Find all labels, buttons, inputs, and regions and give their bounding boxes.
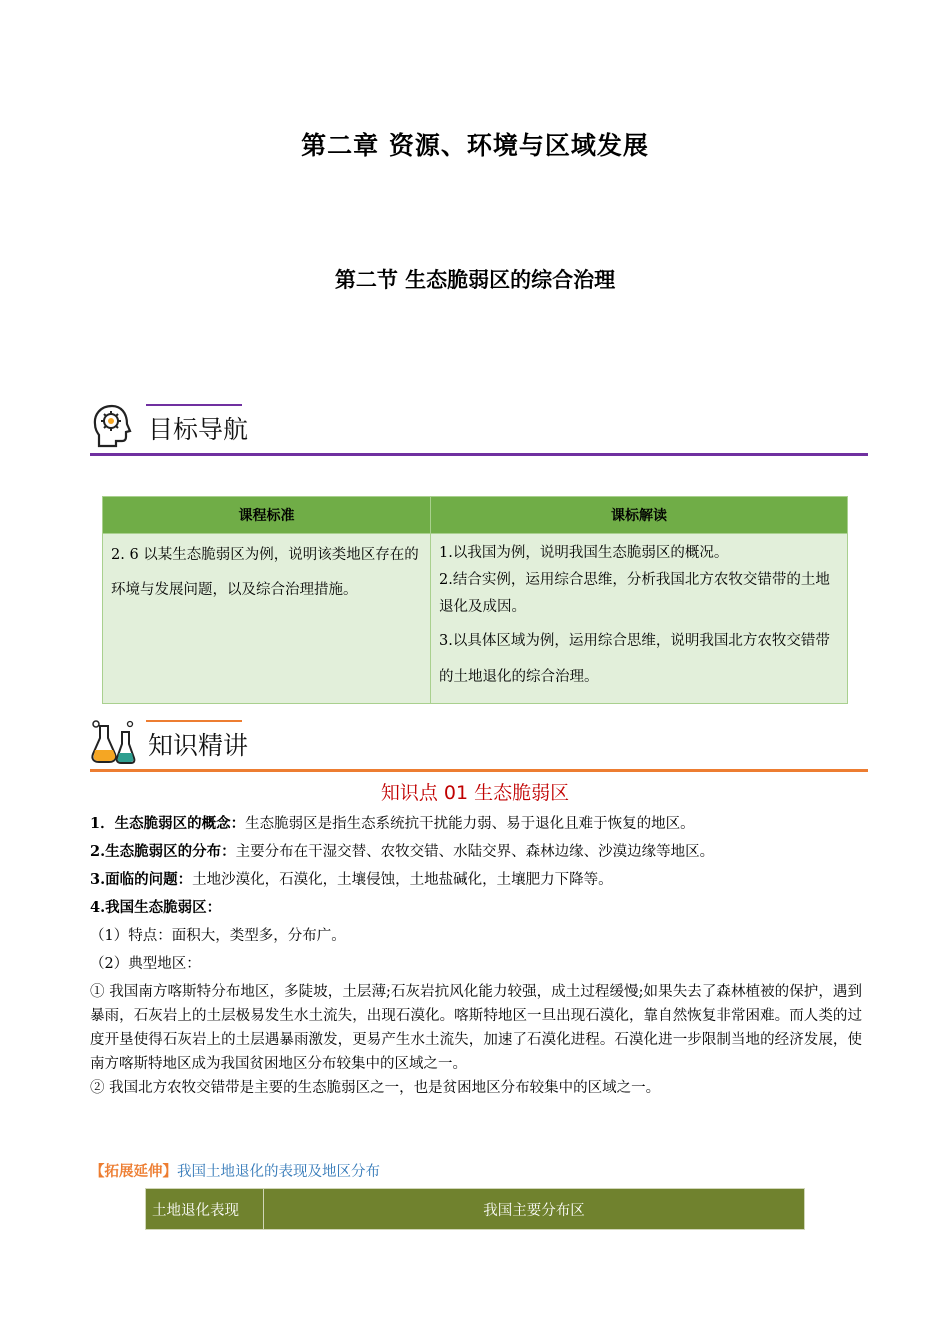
- table-header: 我国主要分布区: [264, 1189, 805, 1230]
- point-label: 4.我国生态脆弱区：: [90, 899, 222, 916]
- extension-title-text: 我国土地退化的表现及地区分布: [177, 1164, 380, 1180]
- knowledge-point-title: 知识点 01 生态脆弱区: [380, 782, 570, 804]
- point-3: [90, 866, 862, 894]
- knowledge-points: [90, 810, 862, 978]
- point-4: [90, 894, 862, 922]
- extension-tag: 【拓展延伸】: [90, 1163, 177, 1180]
- point-label: 1．生态脆弱区的概念：: [90, 815, 246, 832]
- paragraphs: [90, 980, 862, 1100]
- heading-underline: [90, 769, 868, 772]
- list-item: 2.结合实例，运用综合思维，分析我国北方农牧交错带的土地退化及成因。: [439, 572, 830, 615]
- heading-goal-nav-label: 目标导航: [148, 415, 249, 444]
- table-row: [103, 534, 848, 704]
- heading-overline: [146, 720, 242, 722]
- heading-underline: [90, 453, 868, 456]
- standards-table: [102, 496, 848, 704]
- table-header: 课标解读: [431, 497, 848, 534]
- sub-item: （1）特点：面积大，类型多，分布广。: [90, 928, 346, 944]
- heading-goal-nav: [90, 402, 868, 452]
- point-text: 生态脆弱区是指生态系统抗干扰能力弱、易于退化且难于恢复的地区。: [245, 816, 695, 832]
- paragraph: ② 我国北方农牧交错带是主要的生态脆弱区之一，也是贫困地区分布较集中的区域之一。: [90, 1080, 661, 1096]
- table-header-row: [103, 497, 848, 534]
- section-title: 第二节 生态脆弱区的综合治理: [334, 268, 616, 292]
- list-item: 3.以具体区域为例，运用综合思维，说明我国北方农牧交错带的土地退化的综合治理。: [439, 633, 830, 685]
- head-gear-icon: [90, 402, 136, 450]
- table-header: 土地退化表现: [146, 1189, 264, 1230]
- heading-knowledge: [90, 718, 868, 768]
- heading-overline: [146, 404, 242, 406]
- table-header-row: [146, 1189, 805, 1230]
- list-item: 1.以我国为例，说明我国生态脆弱区的概况。: [439, 545, 729, 561]
- flask-icon: [90, 718, 136, 766]
- table-header: 课程标准: [103, 497, 431, 534]
- extension-title: [90, 1160, 380, 1181]
- paragraph: ① 我国南方喀斯特分布地区，多陡坡，土层薄;石灰岩抗风化能力较强，成土过程缓慢;如果失去了森林植被的保护，遇到暴雨，石灰岩上的土层极易发生水土流失，出现石漠化。喀斯特地区一旦出现石漠化，靠自然恢复非常困难。而人类的过度开垦使得石灰岩上的土层遇暴雨激发，更易产生水土流失，加速了石漠化进程。石漠化进一步限制当地的经济发展，使南方喀斯特地区成为我国贫困地区分布较集中的区域之一。: [90, 984, 862, 1072]
- course-standard-cell: 2. 6 以某生态脆弱区为例，说明该类地区存在的环境与发展问题，以及综合治理措施。: [103, 534, 431, 704]
- extension-table: [145, 1188, 805, 1230]
- point-label: 3.面临的问题：: [90, 871, 193, 888]
- standard-interpretation-cell: [431, 534, 848, 704]
- point-2: [90, 838, 862, 866]
- sub-item: （2）典型地区：: [90, 956, 201, 972]
- point-1: [90, 810, 862, 838]
- point-text: 土地沙漠化，石漠化，土壤侵蚀，土地盐碱化，土壤肥力下降等。: [192, 872, 613, 888]
- point-text: 主要分布在干湿交替、农牧交错、水陆交界、森林边缘、沙漠边缘等地区。: [235, 844, 715, 860]
- chapter-title: 第二章 资源、环境与区域发展: [301, 131, 649, 160]
- heading-knowledge-label: 知识精讲: [148, 731, 249, 760]
- point-label: 2.生态脆弱区的分布：: [90, 843, 236, 860]
